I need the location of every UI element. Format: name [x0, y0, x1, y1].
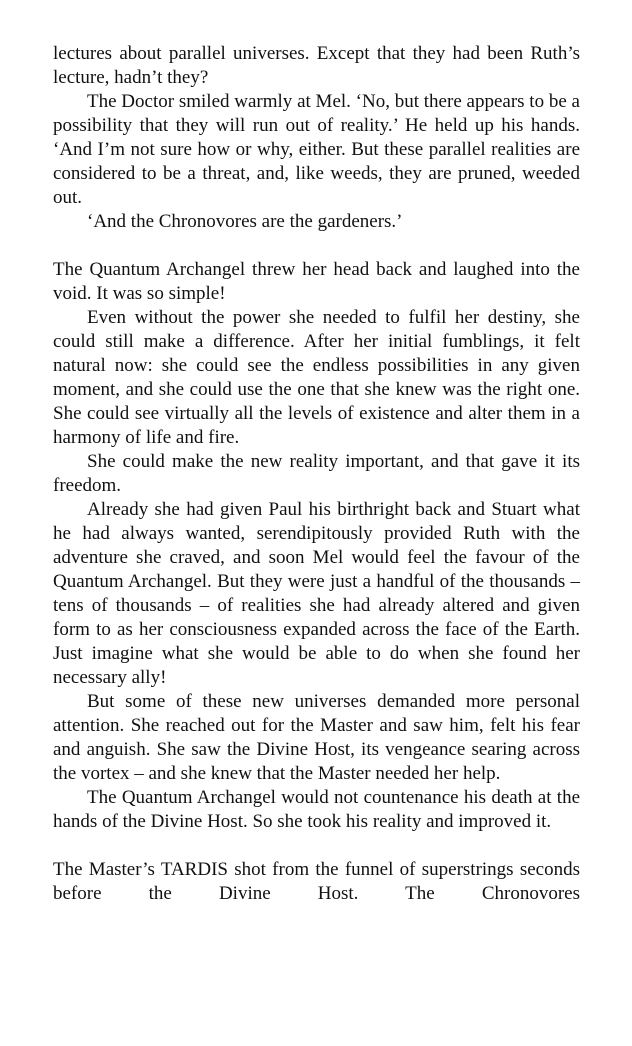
- paragraph-5: Even without the power she needed to fulfil her destiny, she could still make a difference. After her initial fumblings, it felt natural now: she could see the endless possibilities in any given moment, and she could use the one that she knew was the right one. She could see virtually all the levels of existence and alter them in a harmony of life and fire.: [53, 307, 580, 448]
- paragraph-3: ‘And the Chronovores are the gardeners.’: [87, 211, 403, 232]
- paragraph-1: lectures about parallel universes. Except that they had been Ruth’s lecture, hadn’t they?: [53, 43, 580, 88]
- paragraph-6: She could make the new reality important, and that gave it its freedom.: [53, 451, 580, 496]
- paragraph-10: The Master’s TARDIS shot from the funnel of superstrings seconds before the Divine Host. The Chronovores: [53, 859, 580, 904]
- paragraph-2: The Doctor smiled warmly at Mel. ‘No, but there appears to be a possibility that they will run out of reality.’ He held up his hands. ‘And I’m not sure how or why, either. But these parallel realities are considered to be a threat, and, like weeds, they are pruned, weeded out.: [53, 91, 580, 208]
- paragraph-8: But some of these new universes demanded more personal attention. She reached out for the Master and saw him, felt his fear and anguish. She saw the Divine Host, its vengeance searing across the vortex – and she knew that the Master needed her help.: [53, 691, 580, 784]
- paragraph-7: Already she had given Paul his birthright back and Stuart what he had always wanted, serendipitously provided Ruth with the adventure she craved, and soon Mel would feel the favour of the Quantum Archangel. But they were just a handful of the thousands – tens of thousands – of realities she had already altered and given form to as her consciousness expanded across the face of the Earth. Just imagine what she would be able to do when she found her necessary ally!: [53, 499, 580, 688]
- paragraph-4: The Quantum Archangel threw her head back and laughed into the void. It was so simple!: [53, 259, 580, 304]
- paragraph-9: The Quantum Archangel would not countenance his death at the hands of the Divine Host. So she took his reality and improved it.: [53, 787, 580, 832]
- book-page: [53, 42, 580, 906]
